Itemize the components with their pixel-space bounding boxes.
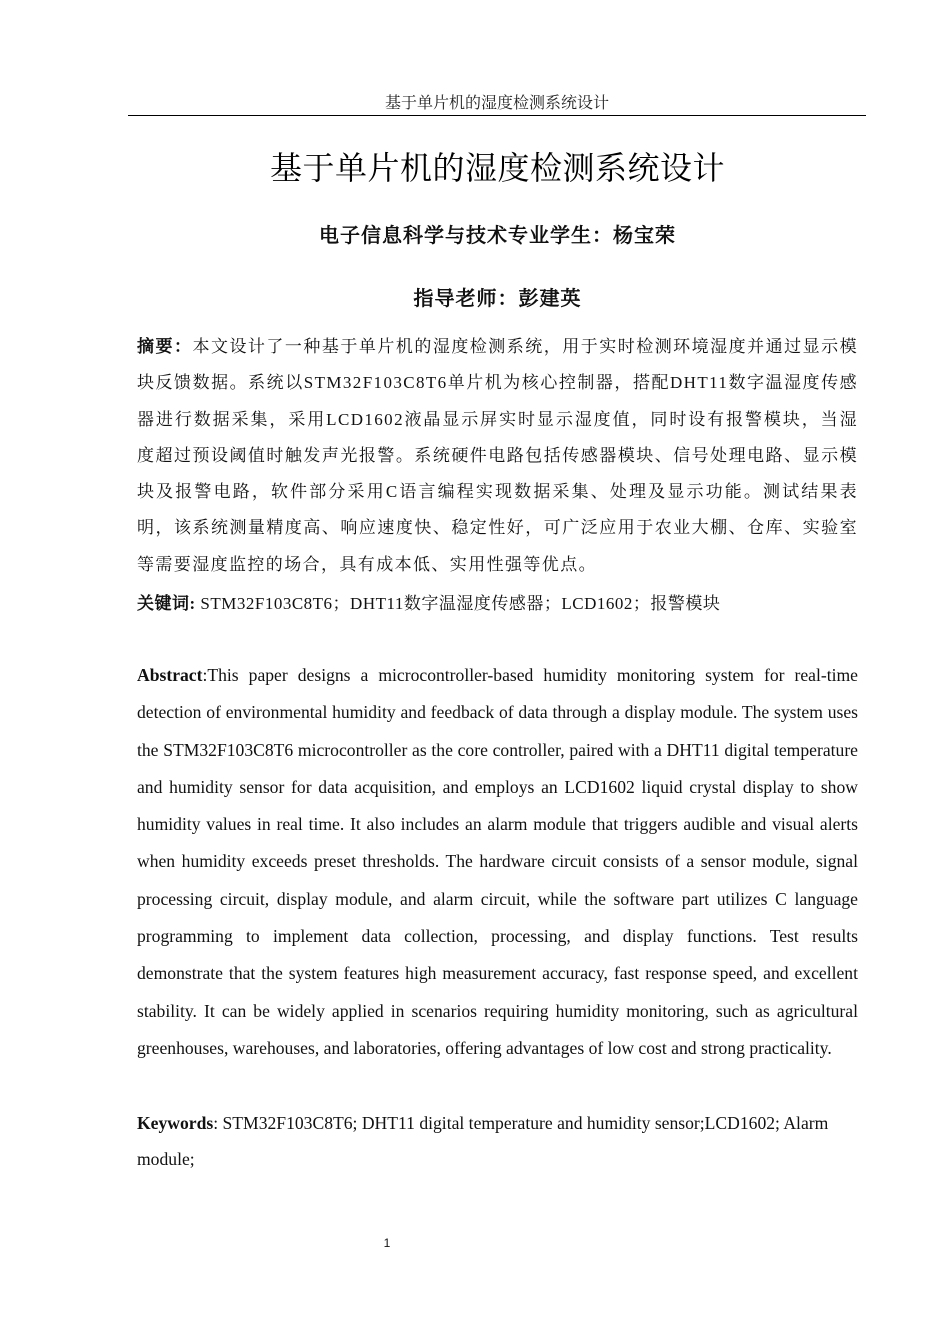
running-header: 基于单片机的湿度检测系统设计 xyxy=(384,95,609,112)
abstract-cn-text: 本文设计了一种基于单片机的湿度检测系统，用于实时检测环境湿度并通过显示模块反馈数据。系统以STM32F103C8T6单片机为核心控制器，搭配DHT11数字温湿度传感器进行数据采集，采用LCD1602液晶显示屏实时显示湿度值，同时设有报警模块，当湿度超过预设阈值时触发声光报警。系统硬件电路包括传感器模块、信号处理电路、显示模块及报警电路，软件部分采用C语言编程实现数据采集、处理及显示功能。测试结果表明，该系统测量精度高、响应速度快、稳定性好，可广泛应用于农业大棚、仓库、实验室等需要湿度监控的场合，具有成本低、实用性强等优点。 xyxy=(137,337,858,574)
advisor-line: 指导老师：彭建英 xyxy=(413,288,582,310)
keywords-cn-text: STM32F103C8T6；DHT11数字温湿度传感器；LCD1602；报警模块 xyxy=(195,594,721,613)
keywords-cn-label: 关键词: xyxy=(137,594,196,613)
keywords-en-label: Keywords xyxy=(137,1113,214,1133)
author-line: 电子信息科学与技术专业学生：杨宝荣 xyxy=(319,225,676,247)
keywords-en-text: : STM32F103C8T6; DHT11 digital temperature and humidity sensor;LCD1602; Alarm module; xyxy=(137,1113,829,1169)
abstract-cn xyxy=(137,329,858,583)
abstract-cn-label: 摘要： xyxy=(137,337,193,356)
keywords-en xyxy=(137,1105,858,1177)
keywords-cn xyxy=(137,590,858,618)
page-number: 1 xyxy=(383,1236,391,1250)
paper-title: 基于单片机的湿度检测系统设计 xyxy=(269,149,725,187)
abstract-en xyxy=(137,657,858,1067)
abstract-en-label: Abstract xyxy=(137,665,203,685)
abstract-en-text: :This paper designs a microcontroller-based humidity monitoring system for real-time detection of environmental humidity and feedback of data through a display module. The system uses the STM32F103C8T6 microcontroller as the core controller, paired with a DHT11 digital temperature and humidity sensor for data acquisition, and employs an LCD1602 liquid crystal display to show humidity values in real time. It also includes an alarm module that triggers audible and visual alerts when humidity exceeds preset thresholds. The hardware circuit consists of a sensor module, signal processing circuit, display module, and alarm circuit, while the software part utilizes C language programming to implement data collection, processing, and display functions. Test results demonstrate that the system features high measurement accuracy, fast response speed, and excellent stability. It can be widely applied in scenarios requiring humidity monitoring, such as agricultural greenhouses, warehouses, and laboratories, offering advantages of low cost and strong practicality. xyxy=(137,665,858,1058)
header-rule xyxy=(128,115,866,116)
